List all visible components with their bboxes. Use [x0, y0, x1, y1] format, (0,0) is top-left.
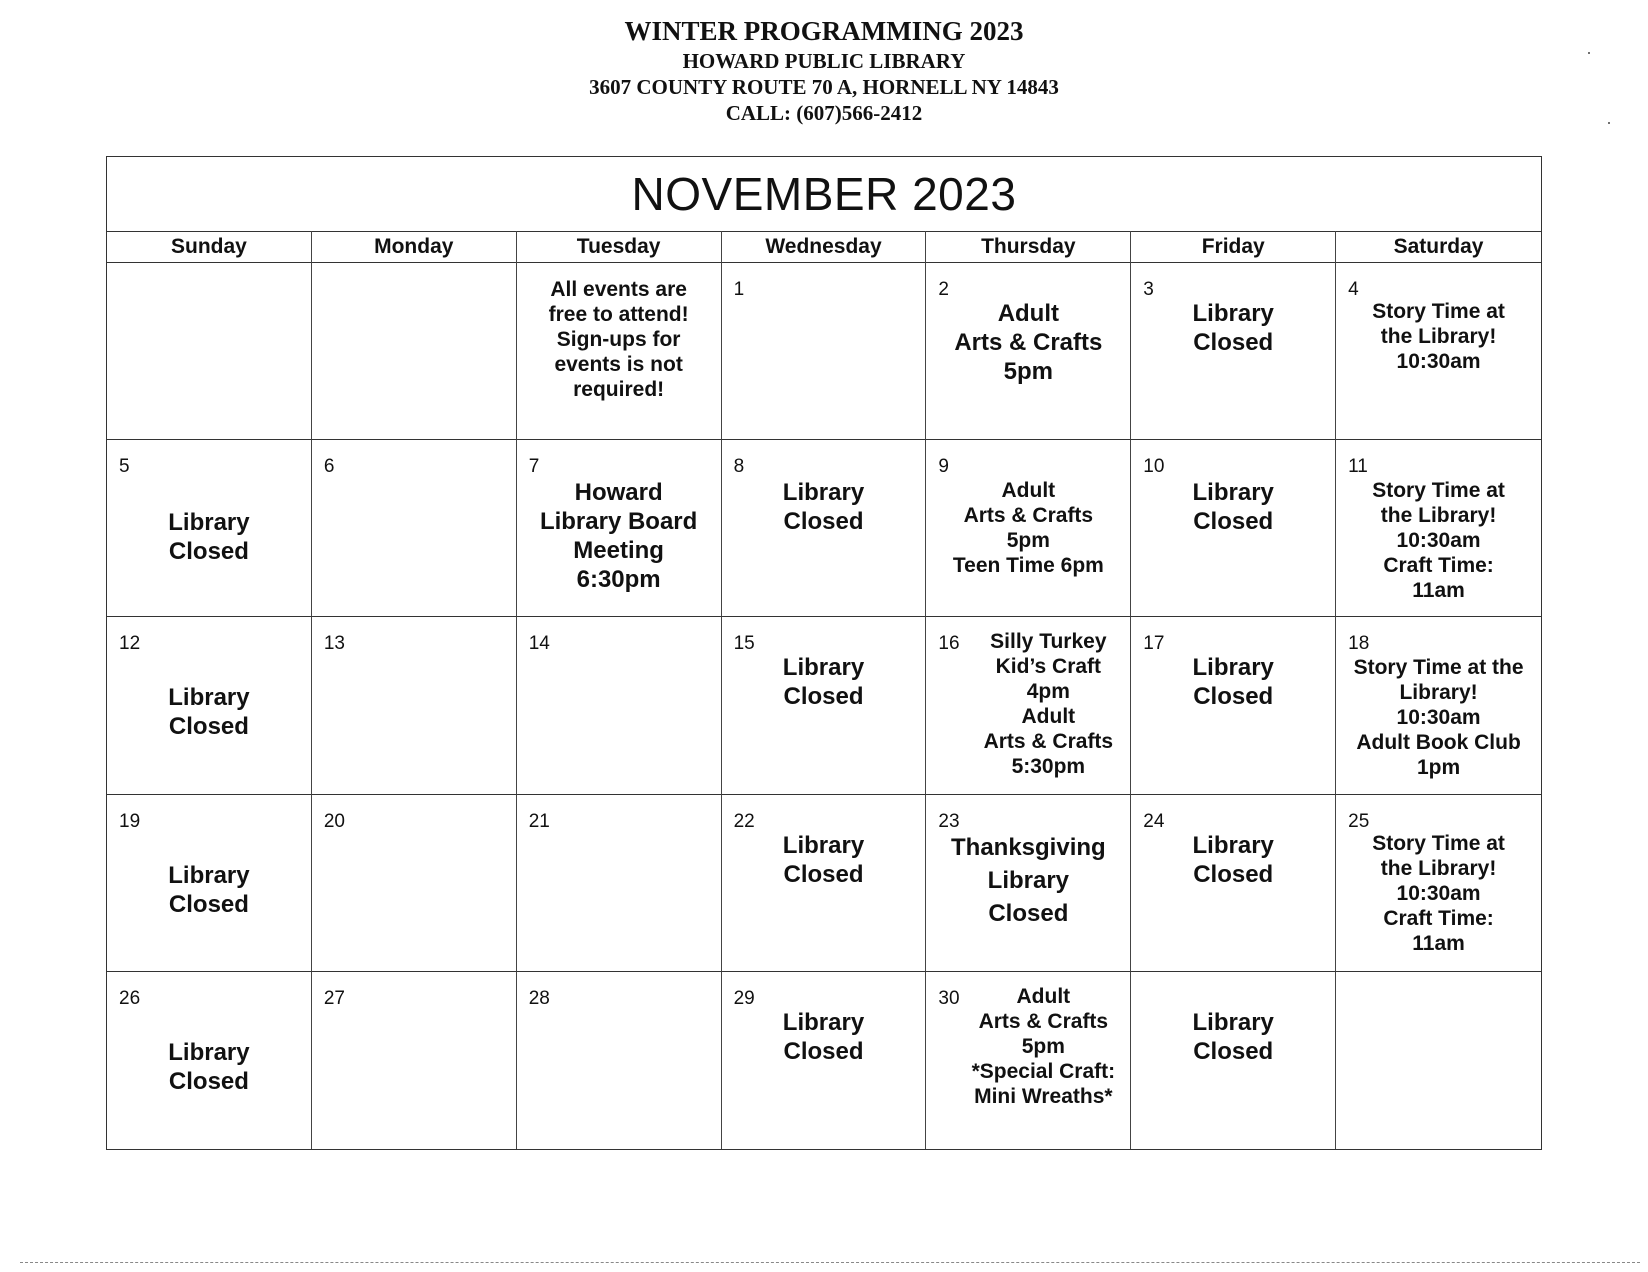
day-number: 19	[119, 810, 141, 832]
weekday-wednesday: Wednesday	[722, 231, 927, 263]
library-phone: CALL: (607)566-2412	[725, 101, 923, 125]
day-number: 20	[323, 810, 345, 832]
library-address: 3607 COUNTY ROUTE 70 A, HORNELL NY 14843	[589, 75, 1059, 99]
day-events: Adult Arts & Crafts 5pm Teen Time 6pm	[952, 479, 1104, 578]
day-number: 16	[938, 633, 960, 655]
day-number: 7	[528, 456, 540, 478]
day-number: 5	[119, 456, 130, 478]
day-cell	[926, 795, 1131, 972]
day-number: 11	[1348, 456, 1368, 478]
day-events: Silly Turkey Kid’s Craft 4pm Adult Arts & Crafts 5:30pm	[983, 630, 1114, 779]
weekday-thursday: Thursday	[926, 231, 1131, 263]
day-events: Story Time at the Library! 10:30am	[1372, 300, 1505, 373]
scan-speck	[1608, 122, 1610, 124]
day-cell	[722, 440, 927, 617]
day-number: 14	[528, 633, 550, 655]
day-events: Adult Arts & Crafts 5pm *Special Craft: Mini Wreaths*	[971, 984, 1116, 1108]
day-cell	[312, 617, 517, 794]
day-number: 15	[733, 633, 755, 655]
day-cell	[1336, 440, 1541, 617]
day-events: Library Closed	[168, 509, 250, 566]
month-title: NOVEMBER 2023	[107, 157, 1541, 232]
day-events: Thanksgiving Library Closed	[951, 833, 1106, 927]
day-events: Story Time at the Library! 10:30am Adult Book Club 1pm	[1353, 656, 1524, 780]
day-events: Library Closed	[1192, 479, 1274, 536]
day-cell	[517, 617, 722, 794]
day-events: Adult Arts & Crafts 5pm	[954, 300, 1103, 385]
program-title: WINTER PROGRAMMING 2023	[624, 16, 1024, 46]
day-number: 26	[119, 987, 141, 1009]
day-events: Library Closed	[782, 479, 865, 536]
day-cell	[312, 440, 517, 617]
day-cell	[107, 972, 312, 1149]
day-cell	[1131, 617, 1336, 794]
day-events: Library Closed	[1192, 654, 1274, 711]
day-cell	[107, 795, 312, 972]
day-cell	[517, 263, 722, 440]
day-cell	[926, 617, 1131, 794]
day-number: 3	[1143, 279, 1154, 300]
day-number: 30	[938, 987, 960, 1009]
day-number: 8	[733, 456, 745, 478]
calendar-grid	[107, 263, 1541, 1149]
calendar	[106, 156, 1542, 1150]
day-cell	[1131, 440, 1336, 617]
day-cell	[107, 263, 312, 440]
scan-footer-line	[20, 1262, 1640, 1263]
day-number: 27	[323, 987, 345, 1009]
weekday-tuesday: Tuesday	[517, 231, 722, 263]
day-events: Story Time at the Library! 10:30am Craft Time: 11am	[1372, 831, 1505, 955]
day-cell	[312, 263, 517, 440]
day-events: Howard Library Board Meeting 6:30pm	[539, 479, 698, 594]
day-cell	[1131, 795, 1336, 972]
day-number: 28	[528, 987, 550, 1009]
day-cell	[722, 263, 927, 440]
day-events: Library Closed	[1192, 300, 1274, 356]
day-cell	[312, 795, 517, 972]
day-cell	[926, 263, 1131, 440]
day-cell	[722, 617, 927, 794]
day-events: Library Closed	[782, 1008, 865, 1065]
day-number: 21	[528, 810, 550, 832]
day-number: 29	[733, 987, 755, 1009]
day-events: Library Closed	[782, 831, 865, 888]
library-name: HOWARD PUBLIC LIBRARY	[682, 49, 966, 73]
day-cell	[722, 972, 927, 1149]
day-number: 25	[1348, 810, 1370, 832]
document-header	[0, 14, 1648, 126]
weekday-header-row	[107, 231, 1541, 263]
day-cell	[926, 972, 1131, 1149]
day-number: 18	[1348, 633, 1370, 655]
day-cell	[926, 440, 1131, 617]
weekday-sunday: Sunday	[107, 231, 312, 263]
weekday-friday: Friday	[1131, 231, 1336, 263]
free-events-note: All events are free to attend! Sign-ups for events is not required!	[548, 278, 689, 401]
day-cell	[517, 972, 722, 1149]
weekday-saturday: Saturday	[1393, 235, 1484, 258]
scan-speck	[1588, 52, 1590, 54]
day-events: Library Closed	[168, 684, 250, 741]
day-number: 17	[1143, 633, 1165, 655]
day-cell	[1336, 263, 1541, 440]
day-cell	[107, 617, 312, 794]
day-number: 1	[733, 279, 745, 300]
day-number: 13	[323, 633, 345, 655]
day-cell	[1336, 617, 1541, 794]
day-number: 2	[938, 279, 949, 300]
day-cell	[1131, 972, 1336, 1149]
day-events: Story Time at the Library! 10:30am Craft Time: 11am	[1372, 479, 1505, 603]
day-cell	[517, 440, 722, 617]
day-number: 10	[1143, 456, 1165, 478]
day-cell	[312, 972, 517, 1149]
day-cell	[107, 440, 312, 617]
day-cell	[517, 795, 722, 972]
day-events: Library Closed	[1192, 1008, 1274, 1065]
day-cell	[1336, 795, 1541, 972]
day-number: 6	[323, 456, 335, 478]
day-number: 23	[938, 810, 960, 832]
day-number: 9	[938, 456, 949, 478]
day-events: Library Closed	[168, 1038, 250, 1095]
day-events: Library Closed	[168, 861, 250, 918]
day-number: 4	[1348, 279, 1359, 300]
day-events: Library Closed	[782, 654, 865, 711]
day-cell	[1336, 972, 1541, 1149]
day-number: 22	[733, 810, 755, 832]
day-number: 24	[1143, 810, 1165, 832]
day-events: Library Closed	[1192, 831, 1274, 888]
day-number: 12	[119, 633, 141, 655]
day-cell	[1131, 263, 1336, 440]
day-cell	[722, 795, 927, 972]
weekday-monday: Monday	[312, 231, 517, 263]
